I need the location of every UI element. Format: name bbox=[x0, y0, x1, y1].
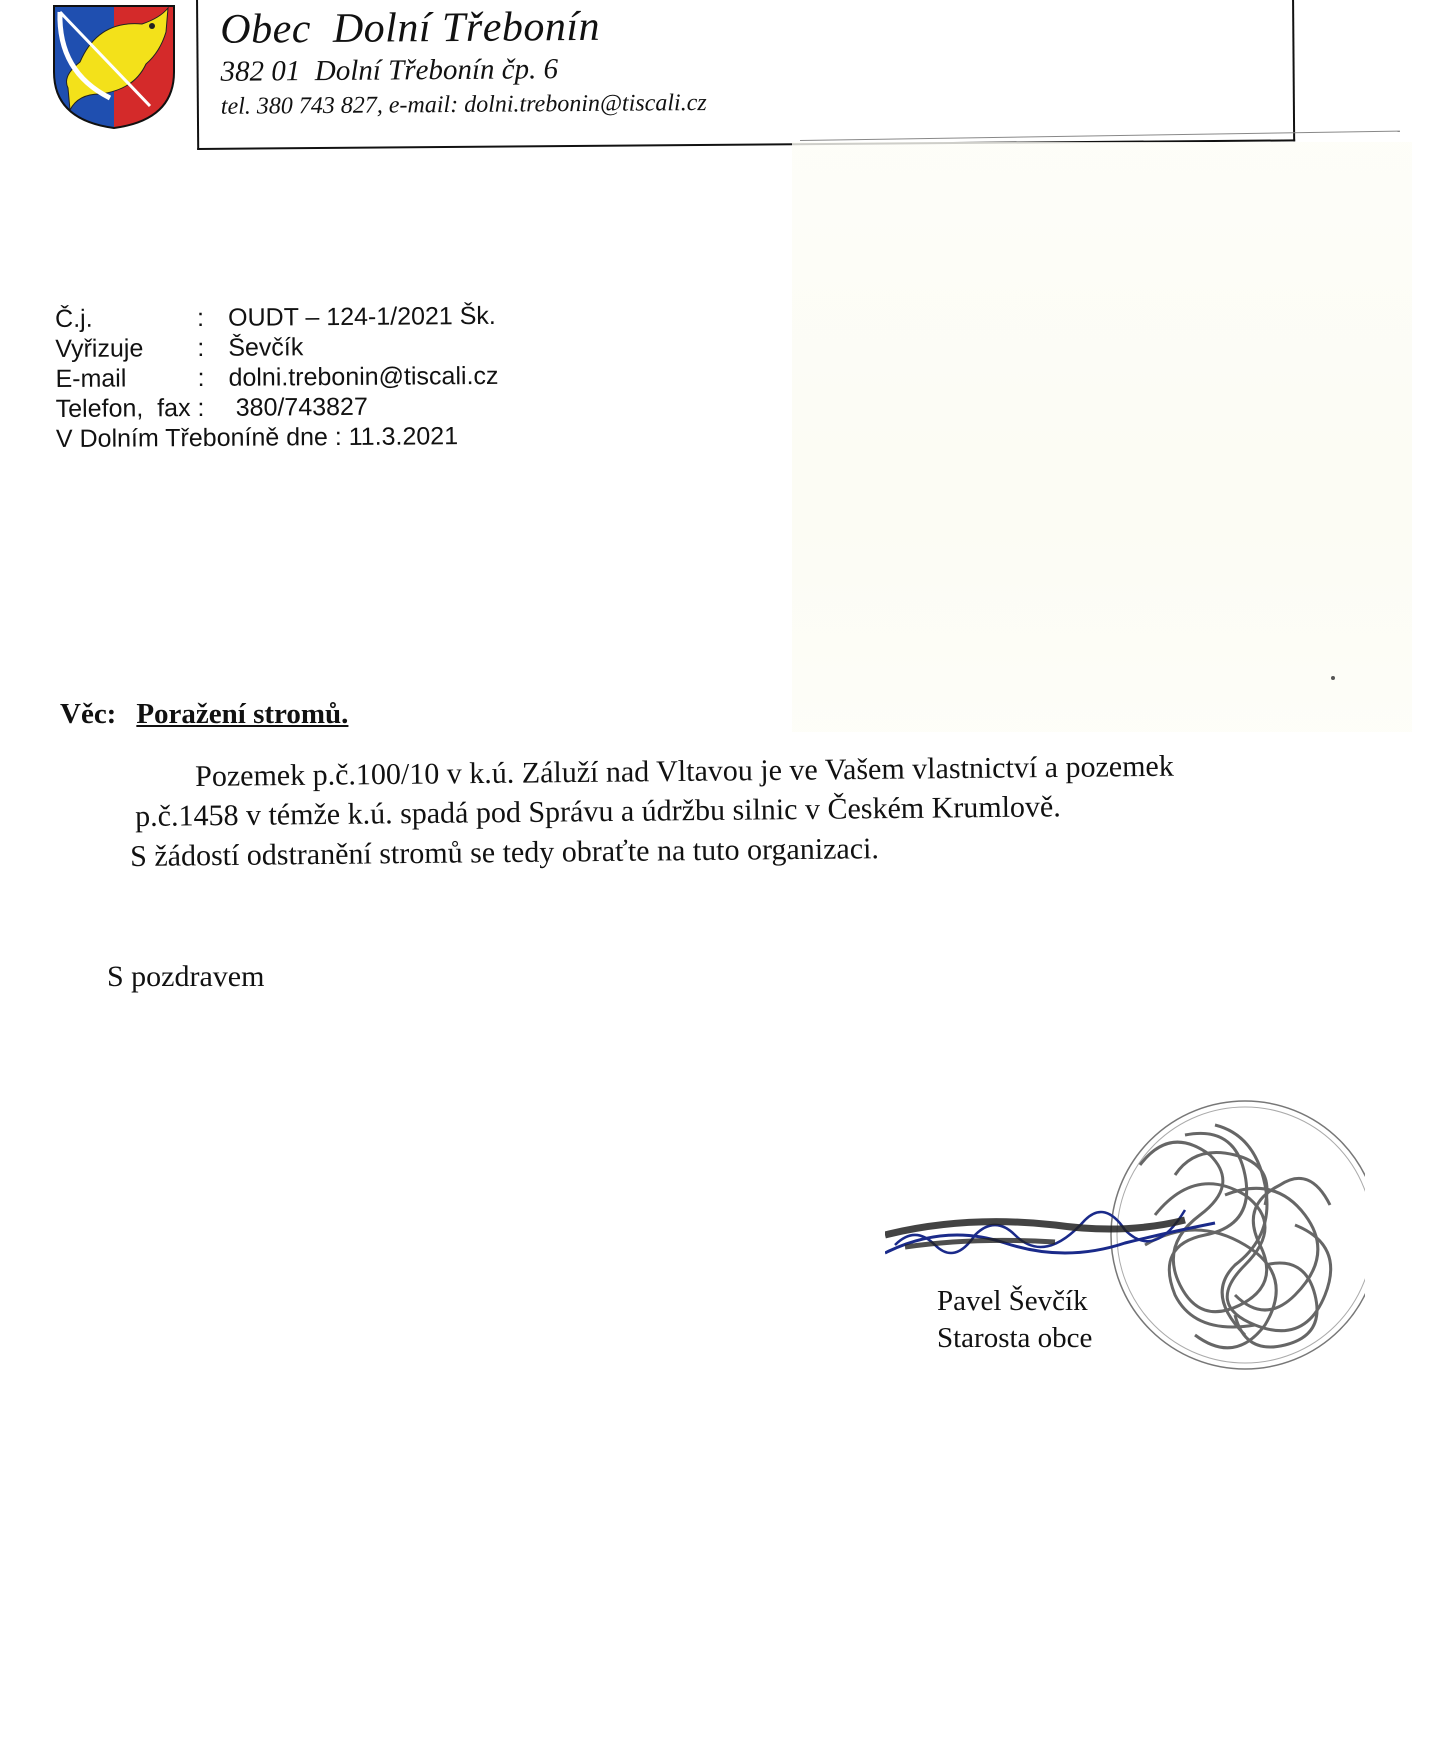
ref-separator: : bbox=[197, 363, 205, 393]
ref-row-telefon bbox=[55, 392, 368, 425]
ref-value: OUDT – 124-1/2021 Šk. bbox=[227, 301, 496, 332]
ref-row-email bbox=[55, 361, 499, 395]
coat-of-arms-icon bbox=[50, 2, 178, 132]
subject-text: Poražení stromů. bbox=[136, 698, 349, 730]
ref-value: Ševčík bbox=[228, 333, 304, 362]
body-line-2: p.č.1458 v témže k.ú. spadá pod Správu a údržbu silnic v Českém Krumlově. bbox=[135, 790, 1061, 833]
municipality-address: 382 01 Dolní Třebonín čp. 6 bbox=[220, 53, 559, 88]
municipality-contact: tel. 380 743 827, e-mail: dolni.trebonin@tiscali.cz bbox=[220, 89, 707, 120]
body-line-3: S žádostí odstranění stromů se tedy obraťte na tuto organizaci. bbox=[130, 832, 880, 873]
scan-shading bbox=[792, 142, 1412, 732]
scan-speck bbox=[1331, 676, 1335, 680]
ref-label: Telefon, fax : bbox=[55, 393, 205, 423]
subject-line bbox=[60, 698, 348, 731]
ref-row-cj bbox=[55, 301, 496, 335]
ref-separator: : bbox=[196, 303, 205, 333]
ref-label: Č.j. bbox=[55, 304, 93, 333]
municipality-title: Obec Dolní Třebonín bbox=[220, 3, 601, 53]
ref-separator: : bbox=[197, 333, 205, 363]
ref-row-date bbox=[55, 422, 459, 455]
ref-value: dolni.trebonin@tiscali.cz bbox=[228, 361, 499, 392]
subject-label: Věc: bbox=[60, 698, 117, 730]
ref-row-vyrizuje bbox=[55, 333, 304, 365]
letterhead-box bbox=[196, 0, 1295, 150]
ref-label: E-mail bbox=[55, 364, 127, 393]
ref-value: 380/743827 bbox=[235, 392, 368, 422]
date-line: V Dolním Třeboníně dne : 11.3.2021 bbox=[55, 422, 459, 453]
signatory-role: Starosta obce bbox=[937, 1322, 1093, 1354]
round-stamp-icon bbox=[1111, 1101, 1365, 1369]
ref-label: Vyřizuje bbox=[55, 334, 144, 363]
handwritten-signature-icon bbox=[885, 1210, 1215, 1253]
greeting: S pozdravem bbox=[107, 960, 265, 993]
body-line-1: Pozemek p.č.100/10 v k.ú. Záluží nad Vltavou je ve Vašem vlastnictví a pozemek bbox=[195, 749, 1174, 793]
signatory-name: Pavel Ševčík bbox=[937, 1285, 1088, 1317]
reference-block bbox=[55, 301, 499, 455]
